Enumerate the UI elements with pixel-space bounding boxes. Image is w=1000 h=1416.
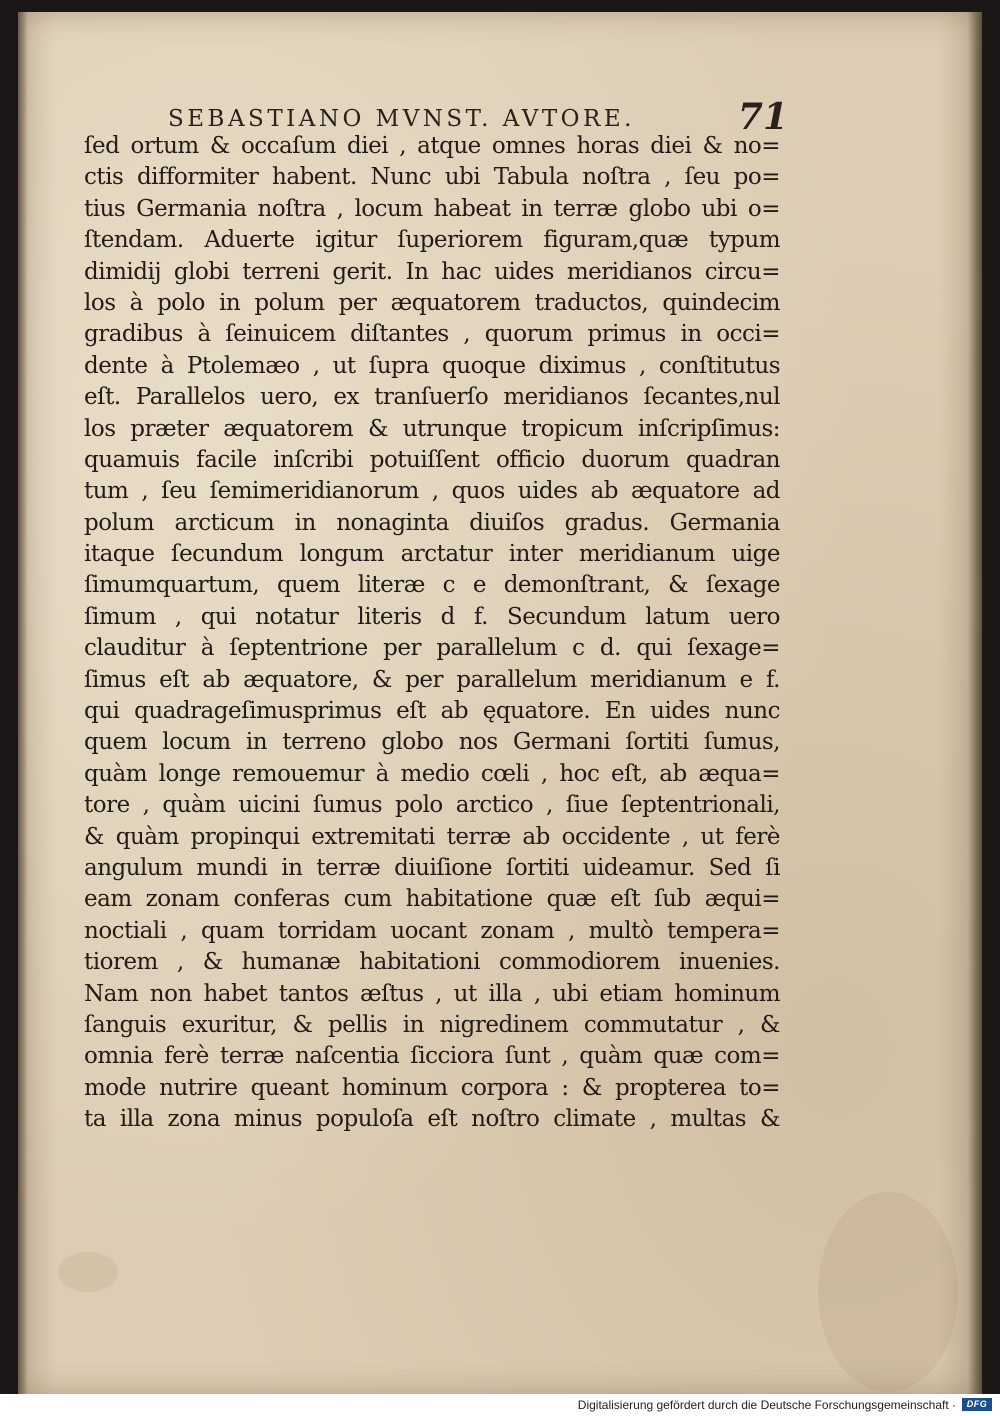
- text-line: Nam non habet tantos æſtus , ut illa , ubi etiam hominum: [84, 980, 780, 1007]
- dfg-logo: DFG: [962, 1398, 992, 1411]
- text-line: & quàm propinqui extremitati terræ ab occidente , ut ferè: [84, 823, 780, 850]
- text-line: los præter æquatorem & utrunque tropicum inſcripſimus:: [84, 415, 780, 442]
- text-line: gradibus à ſeinuicem diſtantes , quorum primus in occi=: [84, 321, 780, 348]
- text-line: dente à Ptolemæo , ut ſupra quoque diximus , conſtitutus: [84, 352, 780, 379]
- text-line: eſt. Parallelos uero, ex tranſuerſo meridianos ſecantes,nul: [84, 384, 780, 411]
- text-line: ſtendam. Aduerte igitur ſuperiorem figuram,quæ typum: [84, 227, 780, 254]
- text-line: polum arcticum in nonaginta diuiſos gradus. Germania: [84, 509, 780, 536]
- page-number: 71: [737, 96, 788, 138]
- text-line: ctis difformiter habent. Nunc ubi Tabula noſtra , ſeu po=: [84, 164, 780, 191]
- text-line: clauditur à ſeptentrione per parallelum c d. qui ſexage=: [84, 635, 780, 662]
- text-line: ta illa zona minus populoſa eſt noſtro climate , multas &: [84, 1106, 780, 1133]
- text-line: ſimum , qui notatur literis d f. Secundum latum uero: [84, 603, 780, 630]
- page-edge-shadow: [968, 12, 982, 1394]
- text-line: dimidij globi terreni gerit. In hac uides meridianos circu=: [84, 258, 780, 285]
- text-line: los à polo in polum per æquatorem traductos, quindecim: [84, 289, 780, 316]
- text-line: ſimus eſt ab æquatore, & per parallelum meridianum e f.: [84, 666, 780, 693]
- text-line: tore , quàm uicini ſumus polo arctico , ſiue ſeptentrionali,: [84, 792, 780, 819]
- text-line: eam zonam conferas cum habitatione quæ eſt ſub æqui=: [84, 886, 780, 913]
- text-line: ſed ortum & occaſum diei , atque omnes horas diei & no=: [84, 133, 780, 159]
- text-line: quàm longe remouemur à medio cœli , hoc eſt, ab æqua=: [84, 760, 780, 787]
- funding-attribution: Digitalisierung gefördert durch die Deutsche Forschungsgemeinschaft ·: [577, 1398, 956, 1412]
- text-line: itaque ſecundum longum arctatur inter meridianum uige: [84, 541, 780, 568]
- text-line: qui quadrageſimusprimus eſt ab ęquatore. En uides nunc: [84, 698, 780, 725]
- text-line: quamuis facile inſcribi potuiſſent officio duorum quadran: [84, 446, 780, 473]
- text-line: tiorem , & humanæ habitationi commodiorem inuenies.: [84, 949, 780, 976]
- paper-stain: [818, 1192, 958, 1392]
- digitization-footer: [0, 1394, 1000, 1416]
- text-line: ſanguis exuritur, & pellis in nigredinem commutatur , &: [84, 1011, 780, 1038]
- text-line: omnia ferè terræ naſcentia ſicciora ſunt , quàm quæ com=: [84, 1043, 780, 1070]
- paper-stain: [58, 1252, 118, 1292]
- running-head: SEBASTIANO MVNST. AVTORE.: [168, 106, 635, 132]
- page-gutter-shadow: [18, 12, 28, 1394]
- text-line: mode nutrire queant hominum corpora : & propterea to=: [84, 1074, 780, 1101]
- body-text: [84, 131, 780, 1136]
- text-line: tius Germania noſtra , locum habeat in terræ globo ubi o=: [84, 195, 780, 222]
- text-line: noctiali , quam torridam uocant zonam , multò tempera=: [84, 917, 780, 944]
- text-line: angulum mundi in terræ diuiſione ſortiti uideamur. Sed ſi: [84, 854, 780, 881]
- text-line: ſimumquartum, quem literæ c e demonſtrant, & ſexage: [84, 572, 780, 599]
- text-line: tum , ſeu ſemimeridianorum , quos uides ab æquatore ad: [84, 478, 780, 505]
- text-line: quem locum in terreno globo nos Germani ſortiti ſumus,: [84, 729, 780, 756]
